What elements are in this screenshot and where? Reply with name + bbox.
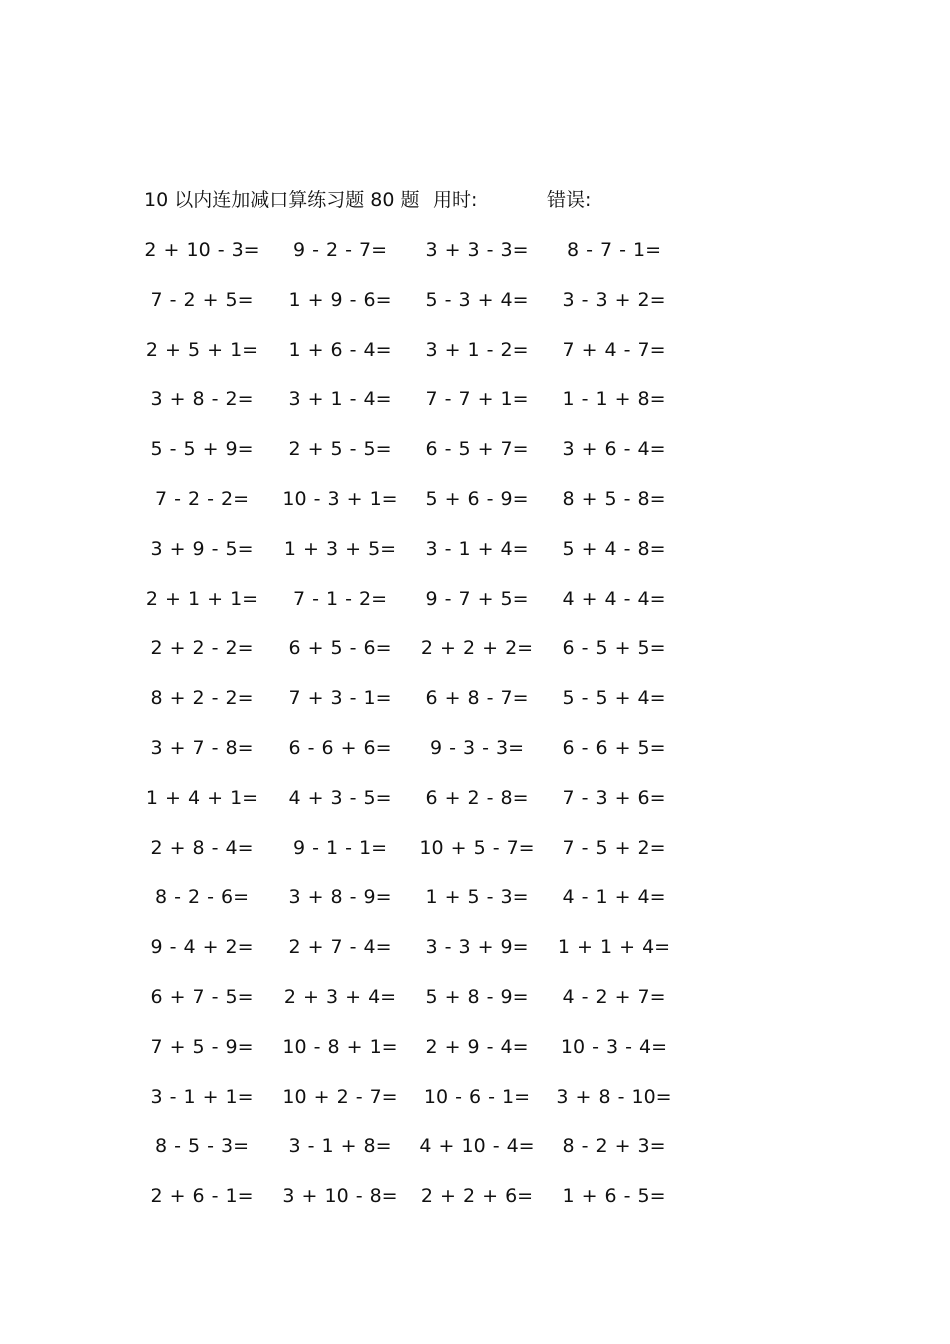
math-problem: 1 + 3 + 5=	[283, 537, 397, 560]
math-problem: 2 + 10 - 3=	[144, 239, 260, 261]
math-problem: 8 - 5 - 3=	[154, 1135, 250, 1158]
math-problem: 4 - 2 + 7=	[562, 985, 666, 1008]
math-problem: 9 - 1 - 1=	[292, 836, 388, 859]
math-problem: 2 + 2 + 6=	[420, 1185, 534, 1208]
math-problem: 1 + 5 - 3=	[425, 886, 529, 909]
math-problem: 1 + 1 + 4=	[557, 936, 671, 959]
problem-grid	[144, 236, 710, 1232]
math-problem: 8 + 2 - 2=	[150, 687, 254, 710]
problem-row	[150, 634, 710, 684]
math-problem: 2 + 5 + 1=	[145, 338, 259, 361]
problem-row	[145, 585, 710, 635]
problem-row	[150, 1083, 710, 1133]
problem-row	[150, 734, 710, 784]
math-problem: 7 + 4 - 7=	[562, 338, 666, 361]
math-problem: 7 - 1 - 2=	[292, 587, 388, 610]
math-problem: 7 - 3 + 6=	[562, 786, 666, 809]
math-problem: 7 - 2 + 5=	[150, 288, 254, 311]
math-problem: 2 + 2 + 2=	[420, 637, 534, 660]
math-problem: 10 + 2 - 7=	[282, 1085, 398, 1108]
math-problem: 3 + 1 - 4=	[288, 388, 392, 411]
math-problem: 9 - 2 - 7=	[292, 239, 388, 261]
math-problem: 4 - 1 + 4=	[562, 886, 666, 909]
math-problem: 3 + 8 - 2=	[150, 388, 254, 411]
math-problem: 2 + 6 - 1=	[150, 1185, 254, 1208]
math-problem: 2 + 2 - 2=	[150, 637, 254, 660]
problem-row	[150, 535, 710, 585]
math-problem: 3 + 1 - 2=	[425, 338, 529, 361]
math-problem: 3 + 7 - 8=	[150, 736, 254, 759]
math-problem: 9 - 7 + 5=	[425, 587, 529, 610]
math-problem: 3 + 3 - 3=	[425, 239, 529, 261]
math-problem: 9 - 4 + 2=	[150, 936, 254, 959]
math-problem: 9 - 3 - 3=	[429, 736, 525, 759]
time-used-label: 用时:	[433, 189, 478, 211]
math-problem: 7 + 3 - 1=	[288, 687, 392, 710]
math-problem: 5 - 3 + 4=	[425, 288, 529, 311]
math-problem: 5 - 5 + 9=	[150, 438, 254, 461]
problem-row	[150, 834, 710, 884]
math-problem: 5 + 4 - 8=	[562, 537, 666, 560]
math-problem: 1 + 6 - 4=	[288, 338, 392, 361]
problem-row	[150, 1182, 710, 1232]
math-problem: 10 - 6 - 1=	[423, 1085, 531, 1108]
math-problem: 3 - 3 + 2=	[562, 288, 666, 311]
math-problem: 8 - 2 + 3=	[562, 1135, 666, 1158]
math-problem: 10 + 5 - 7=	[419, 836, 535, 859]
math-problem: 1 + 9 - 6=	[288, 288, 392, 311]
math-problem: 6 - 6 + 6=	[288, 736, 392, 759]
problem-row	[150, 485, 710, 535]
math-problem: 4 + 10 - 4=	[419, 1135, 535, 1158]
math-problem: 2 + 8 - 4=	[150, 836, 254, 859]
problem-row	[150, 933, 710, 983]
math-problem: 7 - 2 - 2=	[154, 487, 250, 510]
math-problem: 7 + 5 - 9=	[150, 1035, 254, 1058]
math-problem: 6 - 5 + 7=	[425, 438, 529, 461]
problem-row	[150, 1132, 710, 1182]
math-problem: 6 + 2 - 8=	[425, 786, 529, 809]
problem-row	[150, 684, 710, 734]
math-problem: 3 - 1 + 8=	[288, 1135, 392, 1158]
math-problem: 7 - 5 + 2=	[562, 836, 666, 859]
math-problem: 3 + 8 - 9=	[288, 886, 392, 909]
math-problem: 4 + 4 - 4=	[562, 587, 666, 610]
math-problem: 1 + 6 - 5=	[562, 1185, 666, 1208]
math-problem: 1 - 1 + 8=	[562, 388, 666, 411]
math-problem: 8 - 2 - 6=	[154, 886, 250, 909]
problem-row	[145, 336, 710, 386]
math-problem: 5 + 6 - 9=	[425, 487, 529, 510]
math-problem: 1 + 4 + 1=	[145, 786, 259, 809]
math-problem: 6 + 8 - 7=	[425, 687, 529, 710]
problem-row	[145, 784, 710, 834]
math-problem: 10 - 3 - 4=	[560, 1035, 668, 1058]
math-problem: 8 - 7 - 1=	[566, 239, 662, 261]
math-problem: 8 + 5 - 8=	[562, 487, 666, 510]
math-problem: 2 + 3 + 4=	[283, 985, 397, 1008]
problem-row	[150, 983, 710, 1033]
math-problem: 3 + 9 - 5=	[150, 537, 254, 560]
math-problem: 4 + 3 - 5=	[288, 786, 392, 809]
math-problem: 2 + 1 + 1=	[145, 587, 259, 610]
math-problem: 6 - 6 + 5=	[562, 736, 666, 759]
math-problem: 6 - 5 + 5=	[562, 637, 666, 660]
problem-row	[150, 435, 710, 485]
problem-row	[150, 1033, 710, 1083]
errors-label: 错误:	[547, 189, 592, 211]
problem-row	[150, 385, 710, 435]
math-problem: 5 + 8 - 9=	[425, 985, 529, 1008]
math-problem: 3 - 1 + 4=	[425, 537, 529, 560]
math-problem: 10 - 3 + 1=	[282, 487, 398, 510]
worksheet-title: 10 以内连加减口算练习题 80 题	[144, 189, 420, 211]
math-problem: 2 + 7 - 4=	[288, 936, 392, 959]
math-problem: 7 - 7 + 1=	[425, 388, 529, 411]
math-problem: 6 + 5 - 6=	[288, 637, 392, 660]
math-problem: 3 + 8 - 10=	[556, 1085, 672, 1108]
math-problem: 10 - 8 + 1=	[282, 1035, 398, 1058]
math-problem: 2 + 9 - 4=	[425, 1035, 529, 1058]
problem-row	[144, 236, 710, 286]
math-problem: 3 - 1 + 1=	[150, 1085, 254, 1108]
math-problem: 2 + 5 - 5=	[288, 438, 392, 461]
math-problem: 6 + 7 - 5=	[150, 985, 254, 1008]
problem-row	[150, 883, 710, 933]
math-problem: 3 - 3 + 9=	[425, 936, 529, 959]
math-problem: 3 + 10 - 8=	[282, 1185, 398, 1208]
math-problem: 3 + 6 - 4=	[562, 438, 666, 461]
problem-row	[150, 286, 710, 336]
math-problem: 5 - 5 + 4=	[562, 687, 666, 710]
